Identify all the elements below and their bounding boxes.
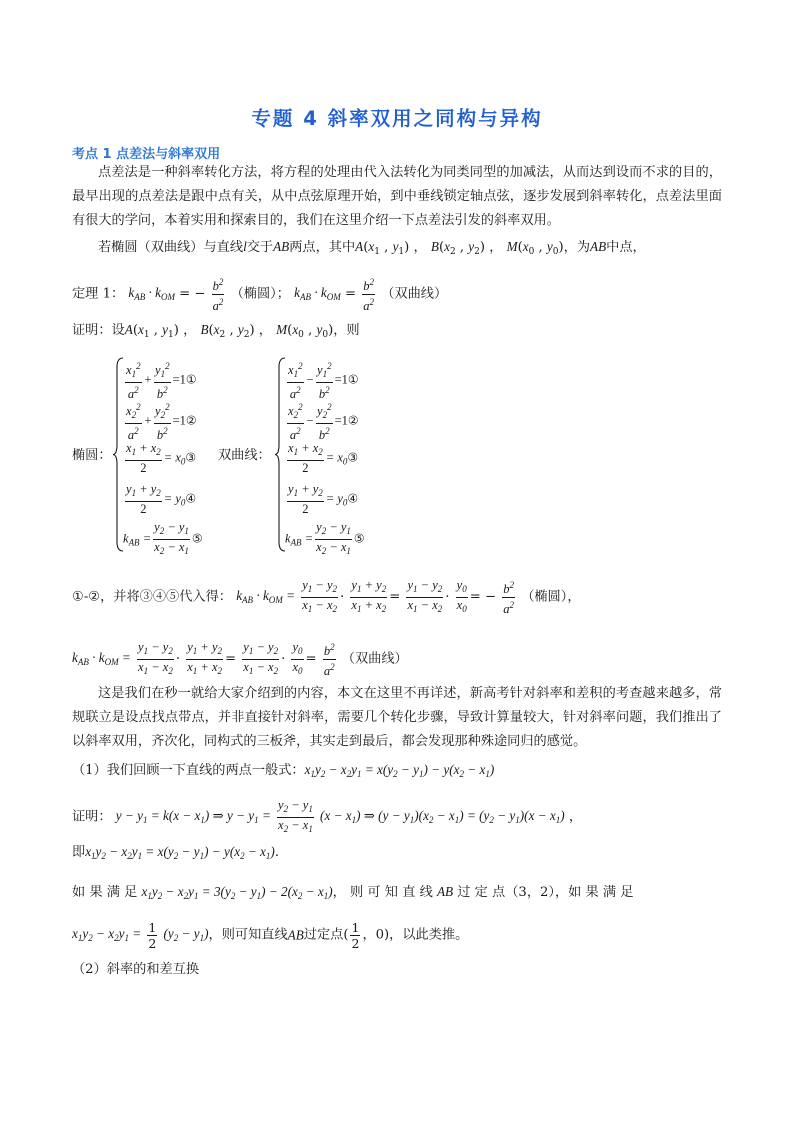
ellipse-system: $\frac{x_1^2}{a^2}$ + $\frac{y_1^2}{b^2}$ =1① $\frac{x_2^2}{a^2}$ + $\frac{y_2^2}{b^2}$ =1② $\frac{x_1 + x_2}{2}$ = $x_0③$ $\frac{y_1 + y_2}{2}$ = $y_0④$ $k_{AB}$ = $\frac{y_2 - y_1}{x_2 - x_1}$ ⑤ — [113, 357, 223, 552]
page-title: 专题 4 斜率双用之同构与异构 — [251, 107, 543, 130]
setup-line: 若椭圆（双曲线）与直线l交于AB两点，其中$A(x_1$ , $y_1$) ， $B(x_2$ , $y_2$) ， $M(x_0$ , $y_0$)，为AB中点， — [98, 239, 646, 257]
hyperbola-system: $\frac{x_1^2}{a^2}$ − $\frac{y_1^2}{b^2}$ =1① $\frac{x_2^2}{a^2}$ − $\frac{y_2^2}{b^2}$ =1② $\frac{x_1 + x_2}{2}$ = $x_0③$ $\frac{y_1 + y_2}{2}$ = $y_0④$ $k_{AB}$ = $\frac{y_2 - y_1}{x_2 - x_1}$ ⑤ — [275, 357, 385, 552]
theorem-line: 定理 1： $k_{AB} \cdot k_{OM}$ = − $\frac{b^2}{a^2}$ （椭圆）； $k_{AB} \cdot k_{OM}$ = $\frac{b^2}{a^2}$ （双曲线） — [72, 277, 448, 313]
item-2-line: （2）斜率的和差互换 — [72, 962, 200, 977]
intro-paragraph: 点差法是一种斜率转化方法，将方程的处理由代入法转化为同类同型的加减法，从而达到设而不求的目的，最早出现的点差法是跟中点有关，从中点弦原理开始，到中垂线锁定轴点弦，逐步发展到斜率转化，点差法里面有很大的学问，本着实用和探索目的，我们在这里介绍一下点差法引发的斜率双用。 — [72, 165, 722, 228]
hyperbola-label: 双曲线： — [218, 448, 271, 463]
ellipse-label: 椭圆： — [72, 448, 112, 463]
section-heading: 考点 1 点差法与斜率双用 — [72, 147, 221, 162]
ji-line: 即$x_1y_2 - x_2y_1 = x(y_2 - y_1) - y(x_2 - x_1)$. — [72, 844, 280, 861]
condition-line-1: 如 果 满 足 $x_1y_2 - x_2y_1 = 3(y_2 - y_1) - 2(x_2 - x_1)$， 则 可 知 直 线 AB 过 定 点（3，2），如 果 满 足 — [72, 884, 634, 901]
proof-line: 证明：设$A(x_1$ , $y_1$) ， $B(x_2$ , $y_2$) ， $M(x_0$ , $y_0$)，则 — [72, 322, 360, 340]
condition-line-2: $x_1y_2 - x_2y_1$ = $\frac{1}{2}$ $(y_2 - y_1)$，则可知直线AB过定点( $\frac{1}{2}$ ，0)，以此类推。 — [72, 920, 469, 951]
substitution-line: ①-②，并将③④⑤代入得： $k_{AB} \cdot k_{OM}$ = $\frac{y_1 - y_2}{x_1 - x_2}$ · $\frac{y_1 + y_2}{x_1 + x_2}$ = $\frac{y_1 - y_2}{x_1 - x_2}$ · $\frac{y_0}{x_0}$ = − $\frac{b^2}{a^2}$ （椭圆）， — [72, 578, 581, 616]
proof-2-line: 证明： $y - y_1 = k(x - x_1)$ ⇒ $y - y_1$ = $\frac{y_2 - y_1}{x_2 - x_1}$ $(x - x_1)$ ⇒ $(y - y_1)(x_2 - x_1) = (y_2 - y_1)(x - x_1)$ ， — [72, 798, 583, 834]
hyperbola-result-line: $k_{AB} \cdot k_{OM}$ = $\frac{y_1 - y_2}{x_1 - x_2}$ · $\frac{y_1 + y_2}{x_1 + x_2}$ = $\frac{y_1 - y_2}{x_1 - x_2}$ · $\frac{y_0}{x_0}$ = $\frac{b^2}{a^2}$ （双曲线） — [72, 640, 408, 678]
body-paragraph-2: 这是我们在秒一就给大家介绍到的内容，本文在这里不再详述，新高考针对斜率和差积的考查越来越多，常规联立是设点找点带点，并非直接针对斜率，需要几个转化步骤，导致计算量较大，针对斜率问题，我们推出了以斜率双用，齐次化，同构式的三板斧，其实走到最后，都会发现那种殊途同归的感觉。 — [72, 686, 722, 749]
item-1-line: （1）我们回顾一下直线的两点一般式：$x_1y_2 - x_2y_1 = x(y_2 - y_1) - y(x_2 - x_1)$ — [72, 762, 495, 779]
